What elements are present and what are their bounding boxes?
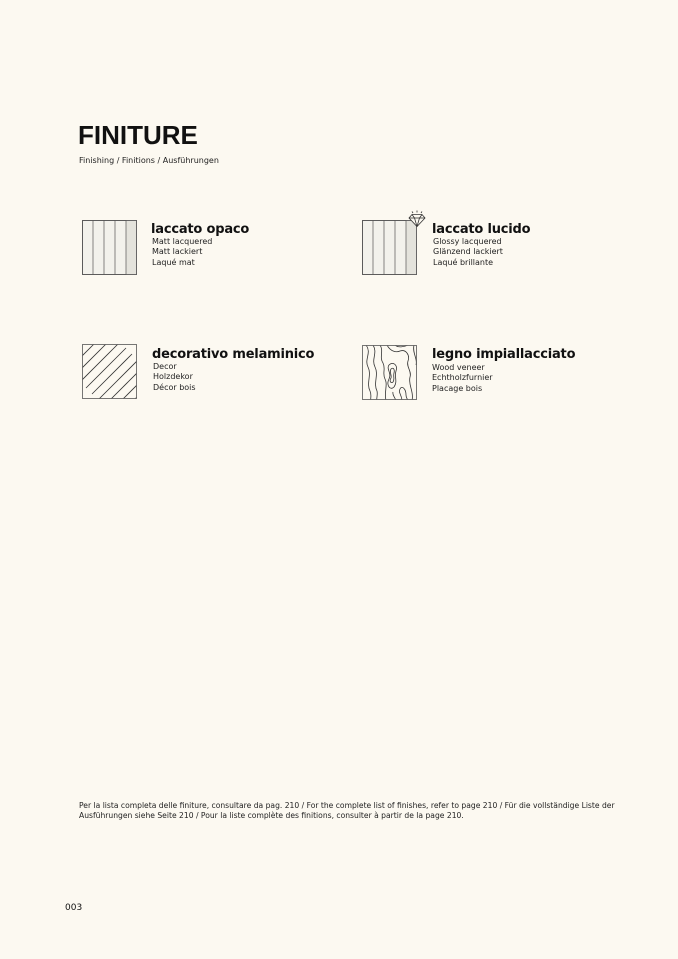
translation-en: Wood veneer: [432, 363, 485, 372]
translation-fr: Décor bois: [153, 382, 196, 392]
translation-fr: Laqué brillante: [433, 257, 494, 267]
translation-de: Echtholzfurnier: [432, 373, 493, 383]
translation-de: Holzdekor: [153, 372, 193, 382]
page-subtitle: Finishing / Finitions / Ausführungen: [79, 156, 219, 165]
finish-translations: [152, 237, 212, 268]
matt-lacquer-swatch-icon: [82, 220, 138, 276]
translation-en: Matt lacquered: [152, 237, 213, 246]
translation-en: Glossy lacquered: [433, 237, 502, 246]
wood-veneer-swatch-icon: [362, 345, 418, 401]
footnote: Per la lista completa delle finiture, consultare da pag. 210 / For the complete list of finishes, refer to page 210 / Für die vollständige Liste der Ausführungen siehe Seite 210 / Pour la liste complète des finitions, consulter à partir de la page 210.: [79, 801, 615, 820]
finish-name: laccato opaco: [151, 222, 250, 237]
translation-fr: Placage bois: [432, 383, 483, 393]
gloss-lacquer-swatch-icon: [362, 210, 428, 276]
translation-en: Decor: [153, 362, 177, 371]
finish-name: legno impiallacciato: [432, 347, 576, 362]
finish-translations: [432, 363, 493, 394]
finish-translations: [153, 362, 196, 393]
finish-translations: [433, 237, 503, 268]
translation-fr: Laqué mat: [152, 257, 195, 267]
melamine-decor-swatch-icon: [82, 344, 138, 400]
finish-name: decorativo melaminico: [152, 347, 315, 362]
translation-de: Glänzend lackiert: [433, 247, 503, 257]
page-number: 003: [65, 903, 83, 913]
translation-de: Matt lackiert: [152, 247, 203, 257]
finish-name: laccato lucido: [432, 222, 531, 237]
page-title: FINITURE: [78, 120, 198, 150]
